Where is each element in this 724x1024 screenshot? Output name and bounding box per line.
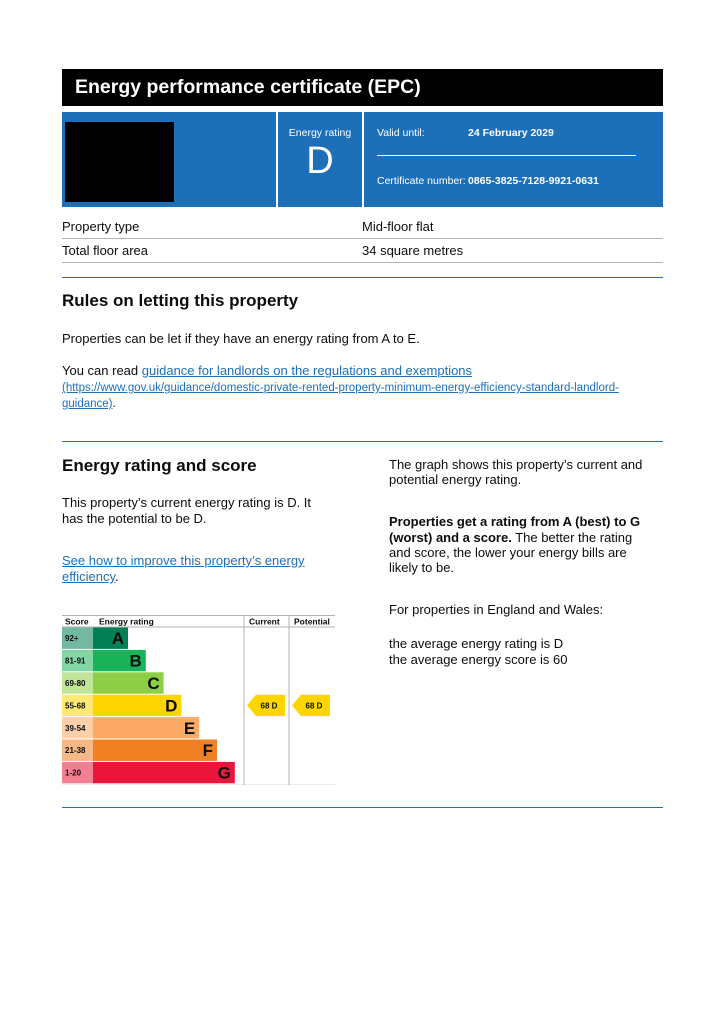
- rating-scale-line4: likely to be.: [389, 560, 455, 575]
- band-bar-f: [93, 740, 217, 761]
- band-letter-label: F: [202, 741, 213, 761]
- summary-panel: [62, 112, 663, 207]
- graph-explainer-line1: The graph shows this property’s current and: [389, 457, 643, 472]
- panel-rule: [377, 155, 636, 156]
- band-letter-label: B: [129, 651, 142, 671]
- rating-heading: Energy rating and score: [62, 456, 257, 475]
- band-letter-label: D: [165, 696, 178, 716]
- rating-scale-bold: (worst) and a score.: [389, 530, 512, 545]
- guidance-url-line2: [62, 395, 116, 412]
- rating-scale-rest: The better the rating: [511, 530, 633, 545]
- property-type-label: Property type: [62, 219, 140, 234]
- section-divider: [62, 807, 663, 808]
- band-letter-label: C: [147, 674, 160, 693]
- letting-guidance-paragraph: [62, 363, 662, 379]
- guidance-prefix: You can read: [62, 363, 142, 378]
- table-row: [62, 215, 663, 239]
- band-score-label: 55-68: [65, 701, 86, 711]
- valid-until-date: 24 February 2029: [468, 127, 554, 139]
- england-wales-label: For properties in England and Wales:: [389, 602, 604, 617]
- table-row: [62, 239, 663, 263]
- section-divider: [62, 441, 663, 442]
- chart-header-2: Current: [249, 616, 280, 627]
- band-score-label: 1-20: [65, 768, 82, 778]
- guidance-url-link-line2[interactable]: guidance): [62, 398, 113, 410]
- potential-rating-label: 68 D: [305, 701, 323, 711]
- average-rating: the average energy rating is D: [389, 636, 564, 651]
- chart-header-3: Potential: [294, 616, 330, 627]
- energy-rating-chart-svg: [62, 615, 335, 785]
- band-letter-label: E: [183, 718, 196, 738]
- band-score-label: 69-80: [65, 679, 86, 688]
- band-letter-label: G: [217, 763, 231, 783]
- redacted-address: [65, 122, 174, 202]
- band-bar-g: [93, 762, 235, 783]
- band-score-label: 21-38: [65, 746, 86, 756]
- band-score-label: 81-91: [65, 656, 86, 666]
- property-type-value: Mid-floor flat: [362, 219, 434, 234]
- rating-scale-line3: and score, the lower your energy bills are: [389, 545, 627, 560]
- graph-explainer-line2: potential energy rating.: [389, 472, 522, 487]
- improve-link-line2[interactable]: efficiency: [62, 569, 115, 584]
- guidance-url-link-line1[interactable]: (https://www.gov.uk/guidance/domestic-private-rented-property-minimum-energy-efficiency-standard-landlord-: [62, 382, 619, 394]
- guidance-url-suffix: .: [112, 398, 116, 410]
- improve-link-suffix: .: [115, 569, 119, 584]
- chart-header-1: Energy rating: [99, 616, 154, 627]
- property-summary-table: [62, 215, 663, 263]
- current-rating-label: 68 D: [260, 701, 278, 711]
- rating-scale-line2: [389, 530, 632, 546]
- section-divider: [62, 277, 663, 278]
- floor-area-value: 34 square metres: [362, 243, 464, 258]
- certificate-number-label: Certificate number:: [377, 175, 466, 187]
- rating-scale-line1: Properties get a rating from A (best) to G: [389, 514, 641, 529]
- rating-letter: D: [306, 140, 334, 182]
- certificate-number: 0865-3825-7128-9921-0631: [468, 175, 599, 187]
- average-score: the average energy score is 60: [389, 652, 568, 667]
- panel-divider: [362, 112, 364, 207]
- rating-para-line1: This property’s current energy rating is D. It: [62, 495, 312, 510]
- letting-heading: Rules on letting this property: [62, 291, 299, 310]
- band-score-label: 39-54: [65, 723, 86, 733]
- title-bar: [62, 69, 663, 106]
- chart-header-0: Score: [65, 616, 89, 627]
- improve-link-line1-wrap: [62, 553, 305, 569]
- floor-area-label: Total floor area: [62, 243, 148, 258]
- improve-link-line2-wrap: [62, 569, 119, 585]
- current-rating-box: [278, 112, 362, 207]
- page-title: Energy performance certificate (EPC): [75, 76, 421, 98]
- rating-para-line2: has the potential to be D.: [62, 511, 207, 526]
- guidance-url: [62, 379, 663, 396]
- valid-until-label: Valid until:: [377, 127, 425, 139]
- guidance-link[interactable]: guidance for landlords on the regulations and exemptions: [141, 363, 473, 378]
- band-score-label: 92+: [65, 634, 79, 644]
- letting-paragraph: Properties can be let if they have an energy rating from A to E.: [62, 331, 420, 346]
- energy-rating-chart: [62, 615, 335, 785]
- improve-link-line1[interactable]: See how to improve this property’s energy: [62, 553, 305, 568]
- rating-label: Energy rating: [288, 127, 352, 139]
- band-letter-label: A: [111, 629, 124, 649]
